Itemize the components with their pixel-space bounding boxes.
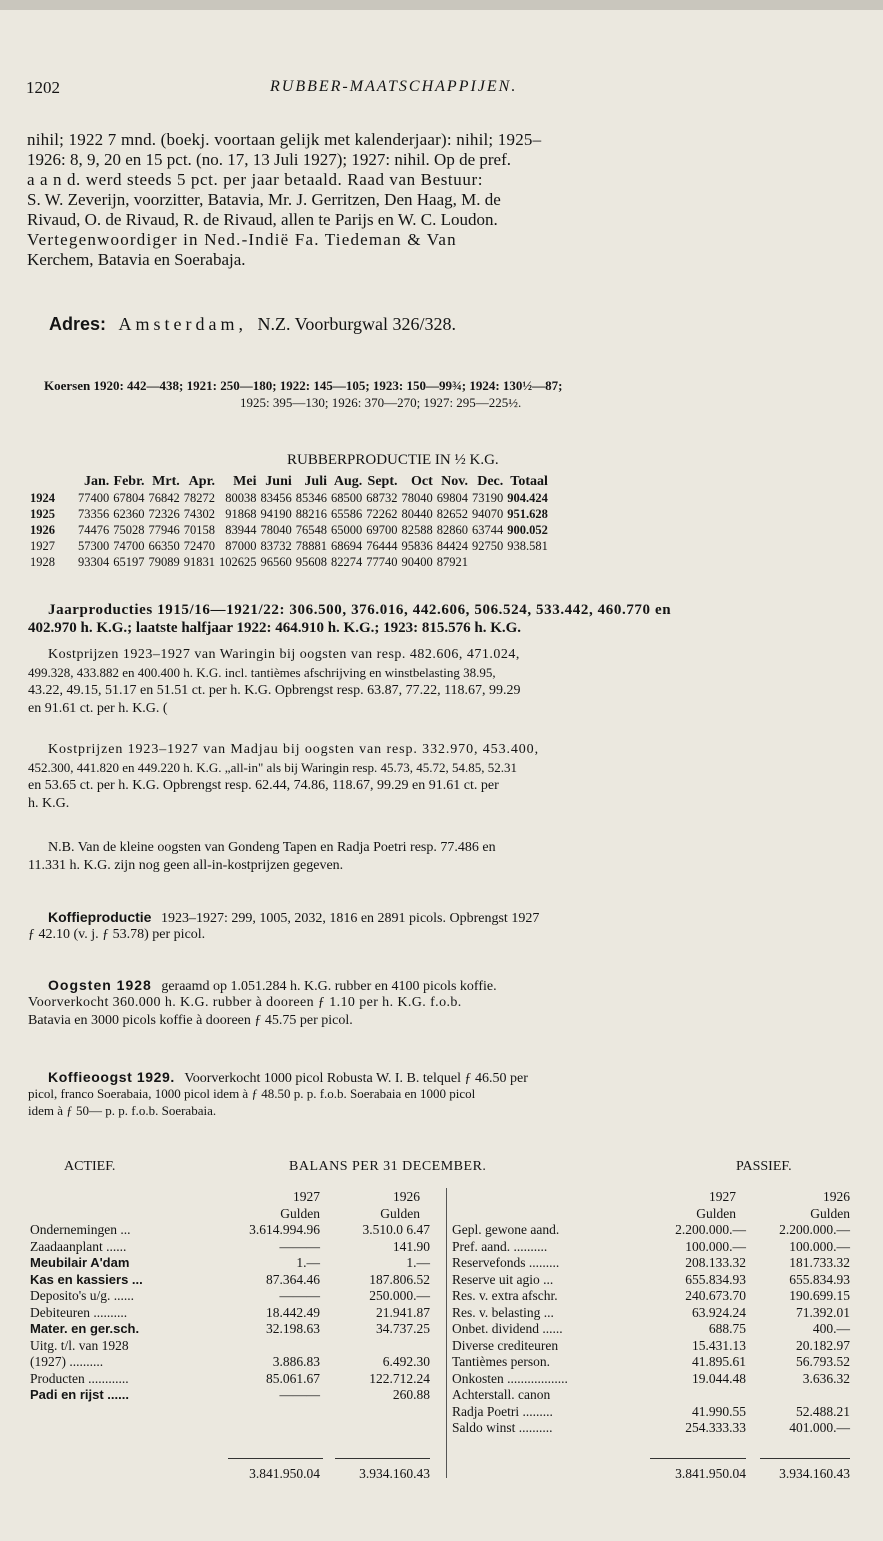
actief-values-1926 xyxy=(320,1222,430,1404)
unit-label: Gulden xyxy=(696,1205,736,1221)
value: 240.673.70 xyxy=(685,1288,746,1303)
passief-label: Diverse crediteuren xyxy=(452,1337,559,1353)
value-cell: 77946 xyxy=(148,523,180,537)
jaarproducties-line: Jaarproducties 1915/16—1921/22: 306.500, 376.016, 442.606, 506.524, 533.442, 460.770 en xyxy=(48,602,672,618)
total-cell: 904.424 xyxy=(507,491,548,505)
total-header: Totaal xyxy=(510,474,548,489)
value-cell: 72326 xyxy=(148,507,180,521)
actief-label: Mater. en ger.sch. xyxy=(30,1321,140,1336)
value: 1.— xyxy=(296,1255,320,1270)
year-label: 1927 xyxy=(709,1189,736,1204)
value-cell: 96560 xyxy=(260,555,292,569)
table-row xyxy=(30,522,552,538)
year-cell: 1924 xyxy=(30,491,55,505)
value-cell: 84424 xyxy=(436,539,468,553)
value-cell: 79089 xyxy=(148,555,180,569)
passief-label: Onkosten .................. xyxy=(452,1370,568,1386)
value: 254.333.33 xyxy=(685,1420,746,1435)
passief-label: Reserve uit agio ... xyxy=(452,1271,554,1287)
page-number: 1202 xyxy=(26,78,60,97)
value: 41.990.55 xyxy=(692,1403,746,1419)
table-row xyxy=(30,538,552,554)
koersen-line: 1925: 395—130; 1926: 370—270; 1927: 295—225½. xyxy=(240,395,522,410)
intro-line: nihil; 1922 7 mnd. (boekj. voortaan gelijk met kalenderjaar): nihil; 1925– xyxy=(27,130,542,149)
value-cell: 69700 xyxy=(366,523,398,537)
intro-line: a a n d. werd steeds 5 pct. per jaar betaald. Raad van Bestuur: xyxy=(27,170,484,189)
value-cell: 65197 xyxy=(113,555,145,569)
year-header xyxy=(30,474,78,490)
value: 34.737.25 xyxy=(376,1321,430,1336)
intro-line: S. W. Zeverijn, voorzitter, Batavia, Mr. J. Gerritzen, Den Haag, M. de xyxy=(27,190,501,209)
oogsten-line2: Voorverkocht 360.000 h. K.G. rubber à dooreen ƒ 1.10 per h. K.G. f.o.b. xyxy=(28,995,462,1010)
passief-labels xyxy=(452,1222,657,1437)
month-header: Juni xyxy=(265,474,292,489)
value-cell: 76842 xyxy=(148,491,180,505)
value: 2.200.000.— xyxy=(779,1222,850,1237)
value: 20.182.97 xyxy=(796,1337,850,1353)
total-rule xyxy=(228,1458,323,1459)
kost-waringin-line: 43.22, 49.15, 51.17 en 51.51 ct. per h. K.G. Opbrengst resp. 63.87, 77.22, 118.67, 99.29 xyxy=(28,683,521,698)
value-cell: 95608 xyxy=(295,555,327,569)
production-header-row xyxy=(30,474,552,490)
value-cell: 91831 xyxy=(183,555,215,569)
passief-label: Achterstall. canon xyxy=(452,1387,551,1402)
value-cell: 66350 xyxy=(148,539,180,553)
value: 260.88 xyxy=(392,1387,430,1402)
value xyxy=(740,1387,850,1404)
total-rule xyxy=(760,1458,850,1459)
value: 41.895.61 xyxy=(692,1354,746,1369)
balance-title: BALANS PER 31 DECEMBER. xyxy=(289,1159,487,1174)
value: ——— xyxy=(279,1288,320,1303)
value: 100.000.— xyxy=(789,1238,850,1254)
value-cell: 102625 xyxy=(219,555,257,569)
value-cell: 68732 xyxy=(366,491,398,505)
koersen-line: Koersen 1920: 442—438; 1921: 250—180; 1922: 145—105; 1923: 150—99¾; 1924: 130½—87; xyxy=(44,378,563,393)
actief-label: Meubilair A'dam xyxy=(30,1255,130,1270)
actief-label: Ondernemingen ... xyxy=(30,1222,131,1237)
passief-total-1927: 3.841.950.04 xyxy=(675,1466,746,1481)
value-cell: 87000 xyxy=(225,539,257,553)
month-header: Nov. xyxy=(441,474,468,489)
actief-head-1927 xyxy=(240,1189,320,1222)
address-label: Adres: xyxy=(49,314,107,334)
value-cell: 78881 xyxy=(295,539,327,553)
year-cell: 1926 xyxy=(30,523,55,537)
address-city: Amsterdam, xyxy=(118,314,247,334)
value: 2.200.000.— xyxy=(675,1222,746,1237)
actief-values-1927 xyxy=(220,1222,320,1404)
nb-line: 11.331 h. K.G. zijn nog geen all-in-kostprijzen gegeven. xyxy=(28,858,344,873)
value: 19.044.48 xyxy=(692,1370,746,1386)
value: 3.614.994.96 xyxy=(249,1222,320,1237)
passief-head-1927 xyxy=(656,1189,736,1222)
value-cell: 80038 xyxy=(225,491,257,505)
value: 18.442.49 xyxy=(266,1304,320,1320)
year-cell: 1927 xyxy=(30,539,55,553)
passief-label: Reservefonds ......... xyxy=(452,1255,560,1270)
total-rule xyxy=(650,1458,746,1459)
value: 71.392.01 xyxy=(796,1304,850,1320)
address-street: N.Z. Voorburgwal 326/328. xyxy=(257,314,457,334)
value: 63.924.24 xyxy=(692,1304,746,1320)
value-cell: 68500 xyxy=(331,491,363,505)
value-cell: 85346 xyxy=(295,491,327,505)
kost-madjau-line: en 53.65 ct. per h. K.G. Opbrengst resp. 62.44, 74.86, 118.67, 99.29 en 91.61 ct. per xyxy=(28,778,499,793)
koffieoogst-line2: picol, franco Soerabaia, 1000 picol idem à ƒ 48.50 p. p. f.o.b. Soerabaia en 1000 picol xyxy=(28,1086,476,1101)
passief-label: Onbet. dividend ...... xyxy=(452,1321,563,1336)
value-cell: 74700 xyxy=(113,539,145,553)
actief-label: Producten ............ xyxy=(30,1370,129,1386)
year-cell: 1928 xyxy=(30,555,55,569)
value-cell: 77740 xyxy=(366,555,398,569)
passief-label: Radja Poetri ......... xyxy=(452,1403,553,1419)
value-cell: 83944 xyxy=(225,523,257,537)
value-cell: 57300 xyxy=(78,539,110,553)
unit-label: Gulden xyxy=(280,1205,320,1221)
value: 250.000.— xyxy=(369,1288,430,1303)
value-cell: 94190 xyxy=(260,507,292,521)
total-cell: 900.052 xyxy=(507,523,548,537)
kost-waringin-line: 499.328, 433.882 en 400.400 h. K.G. incl. tantièmes afschrijving en winstbelasting 38.95, xyxy=(28,665,496,680)
running-title: RUBBER-MAATSCHAPPIJEN. xyxy=(270,78,518,95)
intro-line: 1926: 8, 9, 20 en 15 pct. (no. 17, 13 Juli 1927); 1927: nihil. Op de pref. xyxy=(27,150,511,169)
oogsten-label: Oogsten 1928 xyxy=(48,977,152,993)
value: 141.90 xyxy=(392,1238,430,1254)
value-cell: 88216 xyxy=(295,507,327,521)
value-cell: 62360 xyxy=(113,507,145,521)
actief-label: Kas en kassiers ... xyxy=(30,1271,143,1287)
value: 87.364.46 xyxy=(266,1271,320,1287)
year-label: 1926 xyxy=(393,1189,420,1204)
value: 6.492.30 xyxy=(382,1354,430,1369)
actief-label: Debiteuren .......... xyxy=(30,1304,128,1320)
actief-label: Uitg. t/l. van 1928 xyxy=(30,1337,129,1353)
value: 32.198.63 xyxy=(266,1321,320,1336)
kost-madjau-line: h. K.G. xyxy=(28,796,70,811)
value: 85.061.67 xyxy=(266,1370,320,1386)
actief-label: (1927) .......... xyxy=(30,1354,104,1369)
kost-waringin-line: en 91.61 ct. per h. K.G. ( xyxy=(28,701,168,716)
value: 187.806.52 xyxy=(369,1271,430,1287)
koffieoogst-label: Koffieoogst 1929. xyxy=(48,1069,175,1085)
value-cell: 90400 xyxy=(401,555,433,569)
value-cell: 94070 xyxy=(472,507,504,521)
scan-top-edge xyxy=(0,0,883,10)
value-cell: 92750 xyxy=(472,539,504,553)
value: 401.000.— xyxy=(789,1420,850,1435)
value-cell: 82274 xyxy=(331,555,363,569)
koffie-line2: ƒ 42.10 (v. j. ƒ 53.78) per picol. xyxy=(28,927,206,942)
value xyxy=(636,1387,746,1404)
passief-title: PASSIEF. xyxy=(736,1159,792,1174)
value-cell: 82588 xyxy=(401,523,433,537)
value-cell: 83732 xyxy=(260,539,292,553)
unit-label: Gulden xyxy=(380,1205,420,1221)
value-cell: 68694 xyxy=(331,539,363,553)
value: 15.431.13 xyxy=(692,1337,746,1353)
value: ——— xyxy=(279,1387,320,1402)
passief-label: Gepl. gewone aand. xyxy=(452,1222,560,1237)
nb-line: N.B. Van de kleine oogsten van Gondeng Tapen en Radja Poetri resp. 77.486 en xyxy=(48,840,496,855)
koffie-text: 1923–1927: 299, 1005, 2032, 1816 en 2891 picols. Opbrengst 1927 xyxy=(160,911,540,926)
month-header: Sept. xyxy=(367,474,398,489)
value: 190.699.15 xyxy=(789,1288,850,1303)
value-cell: 87921 xyxy=(436,555,468,569)
actief-label: Zaadaanplant ...... xyxy=(30,1238,127,1254)
production-table xyxy=(30,474,552,570)
table-row xyxy=(30,554,552,570)
value-cell: 76444 xyxy=(366,539,398,553)
passief-label: Pref. aand. .......... xyxy=(452,1238,548,1254)
total-rule xyxy=(335,1458,430,1459)
value: 3.886.83 xyxy=(272,1354,320,1369)
actief-total-1926: 3.934.160.43 xyxy=(359,1466,430,1481)
value-cell: 69804 xyxy=(436,491,468,505)
kost-madjau-line: 452.300, 441.820 en 449.220 h. K.G. „all-in" als bij Waringin resp. 45.73, 45.72, 54.85, 52.31 xyxy=(28,760,517,775)
value: 122.712.24 xyxy=(369,1370,430,1386)
value-cell: 80440 xyxy=(401,507,433,521)
value-cell: 78272 xyxy=(183,491,215,505)
value: 181.733.32 xyxy=(789,1255,850,1270)
month-header: Dec. xyxy=(477,474,504,489)
value xyxy=(320,1338,430,1355)
address-line xyxy=(49,314,456,334)
month-header: Aug. xyxy=(333,474,363,489)
month-header: Jan. xyxy=(83,474,110,489)
value-cell: 70158 xyxy=(183,523,215,537)
value-cell: 78040 xyxy=(260,523,292,537)
passief-values-1926 xyxy=(740,1222,850,1437)
actief-label: Deposito's u/g. ...... xyxy=(30,1288,135,1303)
value-cell: 93304 xyxy=(78,555,110,569)
value-cell: 73356 xyxy=(78,507,110,521)
total-cell xyxy=(507,554,552,570)
value-cell: 74302 xyxy=(183,507,215,521)
total-cell: 951.628 xyxy=(507,507,548,521)
table-row xyxy=(30,506,552,522)
year-label: 1927 xyxy=(293,1189,320,1204)
month-header: Oct xyxy=(410,474,433,489)
intro-line: Kerchem, Batavia en Soerabaja. xyxy=(27,250,246,269)
month-header: Juli xyxy=(304,474,327,489)
value: 52.488.21 xyxy=(796,1403,850,1419)
value: 655.834.93 xyxy=(789,1271,850,1287)
actief-title: ACTIEF. xyxy=(64,1159,116,1174)
passief-values-1927 xyxy=(636,1222,746,1437)
value: 56.793.52 xyxy=(796,1354,850,1369)
jaarproducties-line: 402.970 h. K.G.; laatste halfjaar 1922: 464.910 h. K.G.; 1923: 815.576 h. K.G. xyxy=(28,620,522,636)
total-cell: 938.581 xyxy=(507,539,548,553)
koffie-label: Koffieproductie xyxy=(48,909,152,925)
kost-waringin-line: Kostprijzen 1923–1927 van Waringin bij oogsten van resp. 482.606, 471.024, xyxy=(48,647,520,662)
passief-head-1926 xyxy=(770,1189,850,1222)
passief-label: Tantièmes person. xyxy=(452,1354,551,1369)
year-cell: 1925 xyxy=(30,507,55,521)
value: 100.000.— xyxy=(685,1238,746,1254)
month-header: Febr. xyxy=(113,474,145,489)
value-cell: 73190 xyxy=(472,491,504,505)
production-title: RUBBERPRODUCTIE IN ½ K.G. xyxy=(287,452,499,468)
value-cell: 67804 xyxy=(113,491,145,505)
value-cell: 72470 xyxy=(183,539,215,553)
oogsten-line3: Batavia en 3000 picols koffie à dooreen ƒ 45.75 per picol. xyxy=(28,1013,353,1028)
value: 688.75 xyxy=(708,1321,746,1336)
value: 655.834.93 xyxy=(685,1271,746,1287)
value-cell xyxy=(472,554,507,570)
table-row xyxy=(30,490,552,506)
value: 1.— xyxy=(406,1255,430,1270)
passief-label: Res. v. extra afschr. xyxy=(452,1288,558,1303)
value-cell: 82652 xyxy=(436,507,468,521)
passief-label: Res. v. belasting ... xyxy=(452,1304,554,1320)
value-cell: 65586 xyxy=(331,507,363,521)
month-header: Apr. xyxy=(188,474,215,489)
value-cell: 78040 xyxy=(401,491,433,505)
value-cell: 65000 xyxy=(331,523,363,537)
actief-label: Padi en rijst ...... xyxy=(30,1387,129,1402)
value-cell: 75028 xyxy=(113,523,145,537)
intro-line: Vertegenwoordiger in Ned.-Indië Fa. Tiedeman & Van xyxy=(27,230,457,249)
koffieoogst-line3: idem à ƒ 50— p. p. f.o.b. Soerabaia. xyxy=(28,1103,217,1118)
value xyxy=(220,1338,320,1355)
value-cell: 77400 xyxy=(78,491,110,505)
intro-line: Rivaud, O. de Rivaud, R. de Rivaud, allen te Parijs en W. C. Loudon. xyxy=(27,210,498,229)
value: ——— xyxy=(279,1238,320,1254)
value-cell: 95836 xyxy=(401,539,433,553)
value-cell: 83456 xyxy=(260,491,292,505)
value-cell: 72262 xyxy=(366,507,398,521)
kost-madjau-line: Kostprijzen 1923–1927 van Madjau bij oogsten van resp. 332.970, 453.400, xyxy=(48,742,539,757)
year-label: 1926 xyxy=(823,1189,850,1204)
actief-head-1926 xyxy=(340,1189,420,1222)
unit-label: Gulden xyxy=(810,1205,850,1221)
balance-divider xyxy=(446,1188,447,1478)
month-header: Mei xyxy=(233,474,257,489)
oogsten-text: geraamd op 1.051.284 h. K.G. rubber en 4100 picols koffie. xyxy=(161,979,497,994)
value: 400.— xyxy=(812,1321,850,1336)
passief-label: Saldo winst .......... xyxy=(452,1420,553,1435)
value: 21.941.87 xyxy=(376,1304,430,1320)
value-cell: 91868 xyxy=(225,507,257,521)
value: 208.133.32 xyxy=(685,1255,746,1270)
value-cell: 76548 xyxy=(295,523,327,537)
value-cell: 74476 xyxy=(78,523,110,537)
actief-labels xyxy=(30,1222,230,1404)
value-cell: 63744 xyxy=(472,523,504,537)
value: 3.510.0 6.47 xyxy=(362,1222,430,1237)
passief-total-1926: 3.934.160.43 xyxy=(779,1466,850,1481)
koffieoogst-text: Voorverkocht 1000 picol Robusta W. I. B. telquel ƒ 46.50 per xyxy=(184,1071,528,1086)
month-header: Mrt. xyxy=(152,474,180,489)
value-cell: 82860 xyxy=(436,523,468,537)
value: 3.636.32 xyxy=(802,1370,850,1386)
actief-total-1927: 3.841.950.04 xyxy=(249,1466,320,1481)
